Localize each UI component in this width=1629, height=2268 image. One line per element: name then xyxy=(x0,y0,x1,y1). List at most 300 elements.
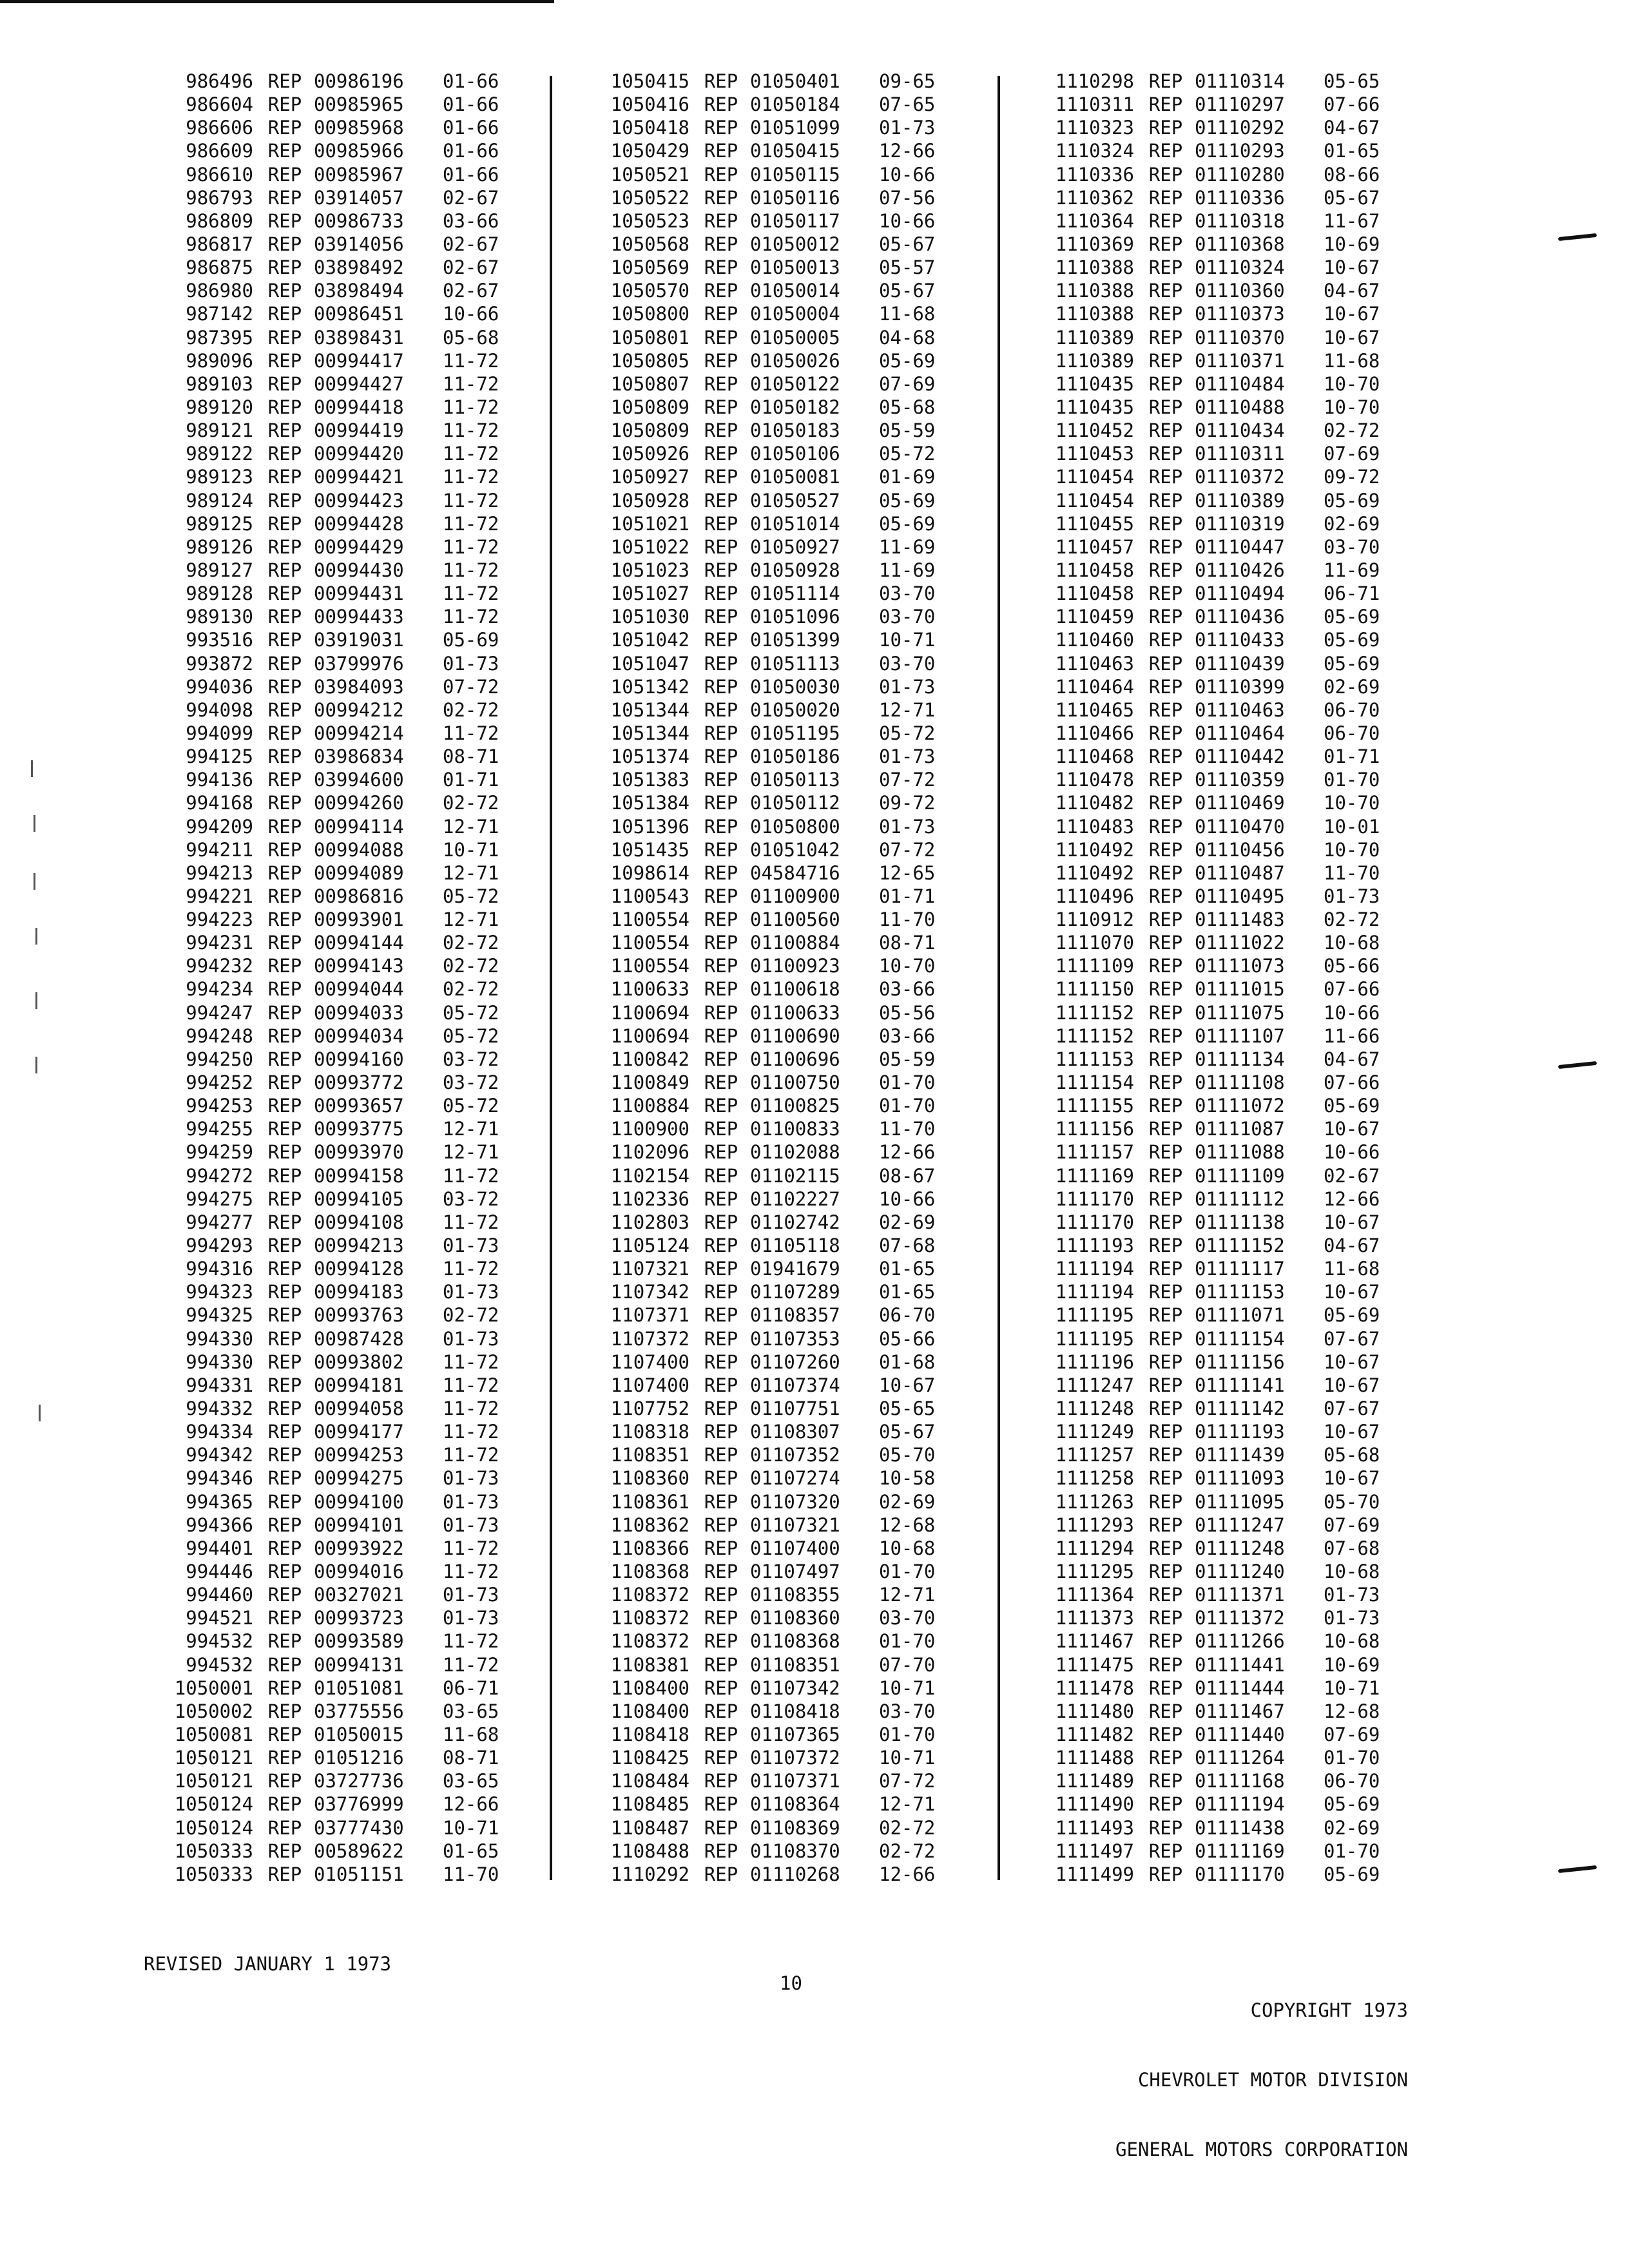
rep-label: REP xyxy=(704,1235,738,1257)
rep-label: REP xyxy=(267,861,302,884)
new-part-number: 01051014 xyxy=(750,512,840,535)
table-row xyxy=(593,605,979,628)
effective-date: 01-66 xyxy=(443,117,499,139)
old-part-number: 1100554 xyxy=(610,932,689,954)
new-part-number: 01050186 xyxy=(750,745,840,768)
effective-date: 10-70 xyxy=(1324,792,1380,814)
rep-label: REP xyxy=(704,303,738,325)
new-part-number: 01110311 xyxy=(1195,443,1285,465)
old-part-number: 1050568 xyxy=(610,233,689,255)
old-part-number: 994532 xyxy=(186,1630,253,1653)
old-part-number: 1051042 xyxy=(610,629,689,651)
effective-date: 05-66 xyxy=(1324,955,1380,977)
old-part-number: 1111478 xyxy=(1055,1677,1134,1699)
new-part-number: 03898431 xyxy=(314,326,404,349)
new-part-number: 01051096 xyxy=(750,606,840,628)
effective-date: 03-66 xyxy=(879,978,936,1001)
new-part-number: 00985966 xyxy=(314,140,404,162)
effective-date: 02-69 xyxy=(1324,675,1380,698)
rep-label: REP xyxy=(704,1304,738,1327)
effective-date: 11-72 xyxy=(443,372,499,395)
effective-date: 07-68 xyxy=(879,1235,936,1257)
rep-label: REP xyxy=(1148,1072,1183,1094)
page-number: 10 xyxy=(780,1972,802,1994)
rep-label: REP xyxy=(1148,606,1183,628)
rep-label: REP xyxy=(1148,1584,1183,1606)
rep-label: REP xyxy=(1148,1653,1183,1676)
new-part-number: 00994160 xyxy=(314,1048,404,1070)
new-part-number: 01111138 xyxy=(1195,1211,1285,1233)
effective-date: 07-67 xyxy=(1324,1327,1380,1350)
rep-label: REP xyxy=(704,745,738,768)
table-row xyxy=(157,815,530,838)
old-part-number: 994223 xyxy=(186,908,253,931)
rep-label: REP xyxy=(704,209,738,232)
effective-date: 10-67 xyxy=(1324,1421,1380,1443)
effective-date: 01-66 xyxy=(443,163,499,186)
new-part-number: 00993775 xyxy=(314,1118,404,1140)
effective-date: 02-69 xyxy=(879,1490,936,1513)
rep-label: REP xyxy=(267,1514,302,1536)
rep-label: REP xyxy=(267,1398,302,1420)
table-row xyxy=(157,1677,530,1700)
old-part-number: 1111156 xyxy=(1055,1118,1134,1140)
old-part-number: 1051047 xyxy=(610,652,689,675)
new-part-number: 01100696 xyxy=(750,1048,840,1070)
new-part-number: 01102088 xyxy=(750,1141,840,1164)
old-part-number: 1110388 xyxy=(1055,303,1134,325)
old-part-number: 994234 xyxy=(186,978,253,1001)
old-part-number: 989123 xyxy=(186,466,253,488)
table-row xyxy=(1037,908,1424,931)
new-part-number: 01050117 xyxy=(750,209,840,232)
rep-label: REP xyxy=(267,233,302,255)
old-part-number: 1110496 xyxy=(1055,885,1134,907)
rep-label: REP xyxy=(704,326,738,349)
rep-label: REP xyxy=(267,1211,302,1233)
table-row xyxy=(593,1420,979,1443)
effective-date: 09-65 xyxy=(879,70,936,92)
rep-label: REP xyxy=(704,978,738,1001)
new-part-number: 00993901 xyxy=(314,908,404,931)
rep-label: REP xyxy=(1148,675,1183,698)
new-part-number: 01111483 xyxy=(1195,908,1285,931)
effective-date: 11-72 xyxy=(443,1537,499,1559)
table-row xyxy=(593,302,979,325)
new-part-number: 00985967 xyxy=(314,163,404,186)
old-part-number: 994330 xyxy=(186,1327,253,1350)
new-part-number: 01110318 xyxy=(1195,209,1285,232)
rep-label: REP xyxy=(1148,93,1183,116)
rep-label: REP xyxy=(267,512,302,535)
new-part-number: 01107320 xyxy=(750,1490,840,1513)
effective-date: 11-72 xyxy=(443,349,499,372)
table-row xyxy=(1037,628,1424,651)
new-part-number: 01100923 xyxy=(750,955,840,977)
effective-date: 12-71 xyxy=(879,1793,936,1816)
old-part-number: 994334 xyxy=(186,1421,253,1443)
old-part-number: 994330 xyxy=(186,1350,253,1373)
rep-label: REP xyxy=(704,652,738,675)
table-row xyxy=(157,1769,530,1792)
effective-date: 11-70 xyxy=(879,1118,936,1140)
effective-date: 03-65 xyxy=(443,1700,499,1722)
old-part-number: 1107400 xyxy=(610,1350,689,1373)
rep-label: REP xyxy=(1148,1398,1183,1420)
effective-date: 05-69 xyxy=(1324,652,1380,675)
table-row xyxy=(593,1350,979,1374)
effective-date: 06-71 xyxy=(443,1677,499,1699)
new-part-number: 00994433 xyxy=(314,606,404,628)
table-row xyxy=(157,1466,530,1490)
effective-date: 01-71 xyxy=(1324,745,1380,768)
new-part-number: 01102115 xyxy=(750,1164,840,1187)
rep-label: REP xyxy=(267,186,302,209)
revised-date: REVISED JANUARY 1 1973 xyxy=(144,1953,392,1975)
effective-date: 10-67 xyxy=(1324,1467,1380,1490)
effective-date: 01-71 xyxy=(879,885,936,907)
effective-date: 05-69 xyxy=(1324,606,1380,628)
table-row xyxy=(157,908,530,931)
old-part-number: 1107752 xyxy=(610,1398,689,1420)
new-part-number: 01111093 xyxy=(1195,1467,1285,1490)
table-row xyxy=(1037,163,1424,186)
effective-date: 12-65 xyxy=(879,861,936,884)
old-part-number: 1108361 xyxy=(610,1490,689,1513)
table-row xyxy=(157,1071,530,1094)
new-part-number: 01100900 xyxy=(750,885,840,907)
rep-label: REP xyxy=(267,932,302,954)
effective-date: 05-69 xyxy=(879,512,936,535)
rep-label: REP xyxy=(267,815,302,838)
table-row xyxy=(157,1374,530,1397)
rep-label: REP xyxy=(267,1490,302,1513)
new-part-number: 01111152 xyxy=(1195,1235,1285,1257)
old-part-number: 986606 xyxy=(186,117,253,139)
old-part-number: 1098614 xyxy=(610,861,689,884)
effective-date: 12-71 xyxy=(443,1141,499,1164)
table-row xyxy=(1037,419,1424,442)
old-part-number: 1100884 xyxy=(610,1095,689,1117)
new-part-number: 00994181 xyxy=(314,1374,404,1396)
table-row xyxy=(157,1792,530,1816)
rep-label: REP xyxy=(704,489,738,512)
table-row xyxy=(593,489,979,512)
old-part-number: 1051023 xyxy=(610,559,689,581)
new-part-number: 01110447 xyxy=(1195,535,1285,558)
old-part-number: 1102803 xyxy=(610,1211,689,1233)
table-row xyxy=(593,1234,979,1257)
table-row xyxy=(1037,1583,1424,1606)
effective-date: 10-58 xyxy=(879,1467,936,1490)
rep-label: REP xyxy=(1148,745,1183,768)
table-row xyxy=(1037,791,1424,814)
rep-label: REP xyxy=(704,1001,738,1024)
old-part-number: 1051396 xyxy=(610,815,689,838)
old-part-number: 994331 xyxy=(186,1374,253,1396)
old-part-number: 987395 xyxy=(186,326,253,349)
new-part-number: 03775556 xyxy=(314,1700,404,1722)
rep-label: REP xyxy=(704,1723,738,1745)
effective-date: 11-72 xyxy=(443,1421,499,1443)
new-part-number: 01051081 xyxy=(314,1677,404,1699)
effective-date: 05-67 xyxy=(1324,186,1380,209)
rep-label: REP xyxy=(267,606,302,628)
rep-label: REP xyxy=(704,1537,738,1559)
effective-date: 11-72 xyxy=(443,1444,499,1466)
effective-date: 11-72 xyxy=(443,466,499,488)
old-part-number: 1108372 xyxy=(610,1630,689,1653)
new-part-number: 01050183 xyxy=(750,419,840,442)
new-part-number: 00994033 xyxy=(314,1001,404,1024)
table-row xyxy=(593,1490,979,1514)
rep-label: REP xyxy=(267,372,302,395)
old-part-number: 1108400 xyxy=(610,1700,689,1722)
rep-label: REP xyxy=(1148,1863,1183,1885)
new-part-number: 00987428 xyxy=(314,1327,404,1350)
old-part-number: 1111193 xyxy=(1055,1235,1134,1257)
old-part-number: 1050569 xyxy=(610,256,689,279)
old-part-number: 994275 xyxy=(186,1187,253,1210)
old-part-number: 1050429 xyxy=(610,140,689,162)
rep-label: REP xyxy=(704,629,738,651)
table-row xyxy=(157,1350,530,1374)
new-part-number: 01050182 xyxy=(750,396,840,418)
new-part-number: 01107260 xyxy=(750,1350,840,1373)
rep-label: REP xyxy=(1148,1001,1183,1024)
effective-date: 11-70 xyxy=(1324,861,1380,884)
old-part-number: 994252 xyxy=(186,1072,253,1094)
new-part-number: 00994260 xyxy=(314,792,404,814)
old-part-number: 1111480 xyxy=(1055,1700,1134,1722)
scan-mark xyxy=(1558,1865,1597,1873)
rep-label: REP xyxy=(267,722,302,744)
new-part-number: 00985968 xyxy=(314,117,404,139)
new-part-number: 01111107 xyxy=(1195,1024,1285,1047)
new-part-number: 01110399 xyxy=(1195,675,1285,698)
old-part-number: 994346 xyxy=(186,1467,253,1490)
rep-label: REP xyxy=(1148,372,1183,395)
effective-date: 05-69 xyxy=(1324,1793,1380,1816)
table-row xyxy=(157,791,530,814)
table-row xyxy=(1037,954,1424,977)
new-part-number: 00994144 xyxy=(314,932,404,954)
rep-label: REP xyxy=(267,1187,302,1210)
old-part-number: 1111373 xyxy=(1055,1607,1134,1629)
table-row xyxy=(593,70,979,93)
new-part-number: 01050005 xyxy=(750,326,840,349)
new-part-number: 01107371 xyxy=(750,1770,840,1792)
rep-label: REP xyxy=(704,1398,738,1420)
effective-date: 02-72 xyxy=(443,698,499,721)
rep-label: REP xyxy=(267,1607,302,1629)
parts-column-1 xyxy=(157,70,530,1886)
old-part-number: 994136 xyxy=(186,769,253,791)
rep-label: REP xyxy=(704,815,738,838)
table-row xyxy=(593,535,979,559)
table-row xyxy=(593,512,979,535)
effective-date: 12-71 xyxy=(443,861,499,884)
new-part-number: 01111153 xyxy=(1195,1281,1285,1303)
table-row xyxy=(593,1746,979,1769)
table-row xyxy=(157,139,530,162)
old-part-number: 994365 xyxy=(186,1490,253,1513)
old-part-number: 1111152 xyxy=(1055,1001,1134,1024)
table-row xyxy=(593,1560,979,1583)
old-part-number: 994325 xyxy=(186,1304,253,1327)
old-part-number: 1110455 xyxy=(1055,512,1134,535)
rep-label: REP xyxy=(267,303,302,325)
new-part-number: 01110371 xyxy=(1195,349,1285,372)
new-part-number: 00993763 xyxy=(314,1304,404,1327)
effective-date: 02-69 xyxy=(1324,512,1380,535)
rep-label: REP xyxy=(1148,466,1183,488)
rep-label: REP xyxy=(704,559,738,581)
rep-label: REP xyxy=(267,163,302,186)
table-row xyxy=(593,1094,979,1117)
effective-date: 03-70 xyxy=(1324,535,1380,558)
table-row xyxy=(157,1653,530,1677)
old-part-number: 1100554 xyxy=(610,955,689,977)
new-part-number: 01111112 xyxy=(1195,1187,1285,1210)
table-row xyxy=(157,233,530,256)
effective-date: 11-68 xyxy=(443,1723,499,1745)
old-part-number: 1050809 xyxy=(610,419,689,442)
old-part-number: 1110482 xyxy=(1055,792,1134,814)
old-part-number: 1108360 xyxy=(610,1467,689,1490)
old-part-number: 1111194 xyxy=(1055,1281,1134,1303)
table-row xyxy=(593,1187,979,1211)
effective-date: 12-68 xyxy=(879,1514,936,1536)
table-row xyxy=(157,465,530,488)
effective-date: 02-67 xyxy=(443,233,499,255)
new-part-number: 01111169 xyxy=(1195,1840,1285,1862)
table-row xyxy=(593,722,979,745)
rep-label: REP xyxy=(1148,535,1183,558)
effective-date: 02-72 xyxy=(443,932,499,954)
old-part-number: 1110492 xyxy=(1055,838,1134,861)
effective-date: 08-71 xyxy=(443,745,499,768)
rep-label: REP xyxy=(1148,1467,1183,1490)
old-part-number: 1051344 xyxy=(610,698,689,721)
new-part-number: 01111095 xyxy=(1195,1490,1285,1513)
table-row xyxy=(593,745,979,768)
rep-label: REP xyxy=(267,70,302,92)
old-part-number: 1111257 xyxy=(1055,1444,1134,1466)
new-part-number: 00994275 xyxy=(314,1467,404,1490)
old-part-number: 994293 xyxy=(186,1235,253,1257)
effective-date: 05-69 xyxy=(1324,489,1380,512)
new-part-number: 00986816 xyxy=(314,885,404,907)
rep-label: REP xyxy=(704,582,738,605)
old-part-number: 1111154 xyxy=(1055,1072,1134,1094)
new-part-number: 03799976 xyxy=(314,652,404,675)
old-part-number: 1110362 xyxy=(1055,186,1134,209)
table-row xyxy=(157,559,530,582)
new-part-number: 00994105 xyxy=(314,1187,404,1210)
new-part-number: 01111156 xyxy=(1195,1350,1285,1373)
table-row xyxy=(1037,885,1424,908)
table-row xyxy=(157,1048,530,1071)
table-row xyxy=(1037,1653,1424,1677)
old-part-number: 1110324 xyxy=(1055,140,1134,162)
table-row xyxy=(593,675,979,698)
new-part-number: 01050184 xyxy=(750,93,840,116)
old-part-number: 1108488 xyxy=(610,1840,689,1862)
rep-label: REP xyxy=(1148,838,1183,861)
table-row xyxy=(1037,1769,1424,1792)
effective-date: 01-73 xyxy=(443,1584,499,1606)
effective-date: 10-67 xyxy=(1324,1118,1380,1140)
table-row xyxy=(157,605,530,628)
old-part-number: 994125 xyxy=(186,745,253,768)
effective-date: 10-67 xyxy=(1324,1281,1380,1303)
new-part-number: 00994212 xyxy=(314,698,404,721)
table-row xyxy=(1037,1490,1424,1514)
table-row xyxy=(593,139,979,162)
rep-label: REP xyxy=(1148,1607,1183,1629)
rep-label: REP xyxy=(267,326,302,349)
new-part-number: 00994058 xyxy=(314,1398,404,1420)
new-part-number: 01111072 xyxy=(1195,1095,1285,1117)
old-part-number: 1111490 xyxy=(1055,1793,1134,1816)
table-row xyxy=(1037,233,1424,256)
effective-date: 07-67 xyxy=(1324,1398,1380,1420)
rep-label: REP xyxy=(704,233,738,255)
effective-date: 05-67 xyxy=(879,233,936,255)
table-row xyxy=(593,628,979,651)
rep-label: REP xyxy=(267,489,302,512)
table-row xyxy=(157,163,530,186)
rep-label: REP xyxy=(267,1072,302,1094)
new-part-number: 01100825 xyxy=(750,1095,840,1117)
effective-date: 11-69 xyxy=(879,559,936,581)
old-part-number: 1100694 xyxy=(610,1024,689,1047)
new-part-number: 00986733 xyxy=(314,209,404,232)
table-row xyxy=(1037,1374,1424,1397)
rep-label: REP xyxy=(1148,1561,1183,1582)
new-part-number: 01110268 xyxy=(750,1863,840,1885)
effective-date: 11-72 xyxy=(443,1374,499,1396)
table-row xyxy=(593,1700,979,1723)
table-row xyxy=(1037,512,1424,535)
old-part-number: 1111150 xyxy=(1055,978,1134,1001)
old-part-number: 989127 xyxy=(186,559,253,581)
effective-date: 05-72 xyxy=(443,1001,499,1024)
new-part-number: 01050004 xyxy=(750,303,840,325)
table-row xyxy=(593,1443,979,1466)
table-row xyxy=(593,442,979,465)
old-part-number: 1110388 xyxy=(1055,256,1134,279)
rep-label: REP xyxy=(1148,70,1183,92)
effective-date: 10-71 xyxy=(879,629,936,651)
table-row xyxy=(157,1583,530,1606)
table-row xyxy=(1037,1094,1424,1117)
new-part-number: 01111073 xyxy=(1195,955,1285,977)
table-row xyxy=(1037,861,1424,885)
effective-date: 11-72 xyxy=(443,1630,499,1653)
new-part-number: 00994088 xyxy=(314,838,404,861)
rep-label: REP xyxy=(704,606,738,628)
old-part-number: 1108362 xyxy=(610,1514,689,1536)
rep-label: REP xyxy=(1148,1281,1183,1303)
new-part-number: 01111266 xyxy=(1195,1630,1285,1653)
new-part-number: 00327021 xyxy=(314,1584,404,1606)
effective-date: 05-68 xyxy=(1324,1444,1380,1466)
rep-label: REP xyxy=(1148,349,1183,372)
old-part-number: 1105124 xyxy=(610,1235,689,1257)
table-row xyxy=(1037,256,1424,279)
